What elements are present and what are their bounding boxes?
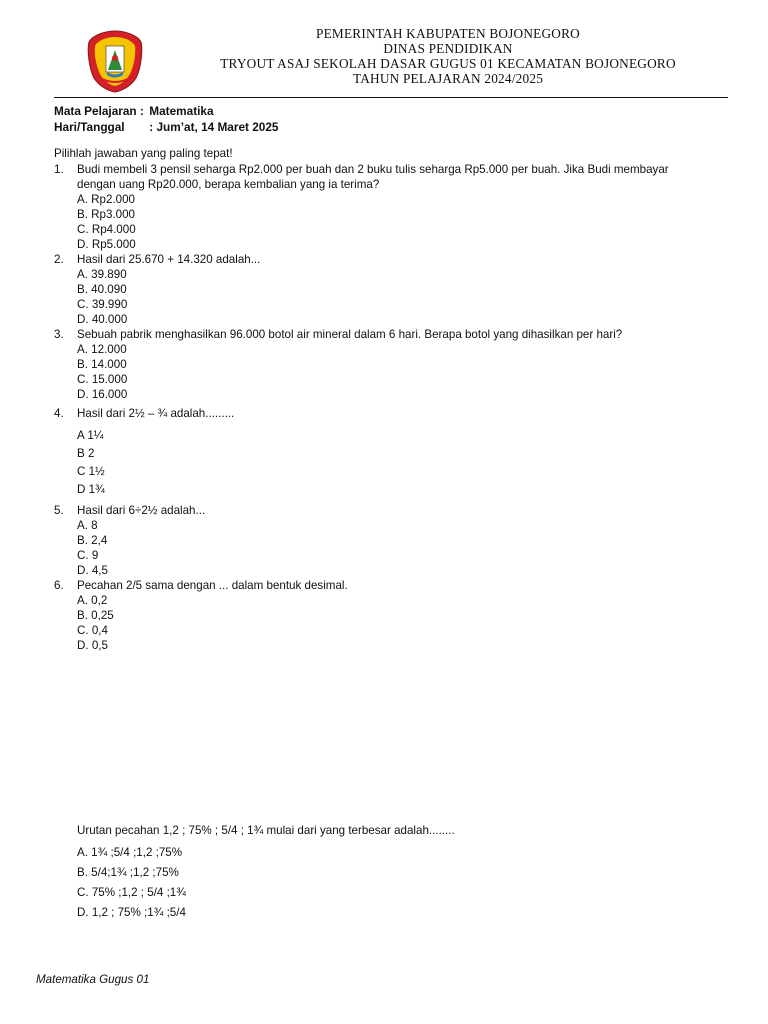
option-c: C. 75% ;1,2 ; 5/4 ;1¾ (77, 886, 186, 899)
subject-value: Matematika (149, 104, 214, 118)
question-text: Hasil dari 2½ – ¾ adalah......... (77, 407, 235, 420)
option-b: B. 0,25 (77, 609, 114, 622)
option-c: C. 39.990 (77, 298, 128, 311)
question-number: 1. (54, 163, 64, 176)
question-3 (54, 327, 744, 402)
question-text (77, 503, 744, 518)
option-b: B. 2,4 (77, 534, 108, 547)
question-line: dengan uang Rp20.000, berapa kembalian yang ia terima? (77, 178, 380, 191)
question-list (54, 146, 744, 653)
question-line: Sebuah pabrik menghasilkan 96.000 botol air mineral dalam 6 hari. Berapa botol yang dihasilkan per hari? (77, 328, 623, 341)
header-divider (54, 97, 728, 98)
question-text: Urutan pecahan 1,2 ; 75% ; 5/4 ; 1¾ mulai dari yang terbesar adalah........ (77, 824, 455, 837)
question-4 (54, 406, 744, 500)
option-b: B 2 (77, 447, 95, 460)
letterhead-text (148, 26, 748, 86)
option-d: D. Rp5.000 (77, 238, 136, 251)
option-c: C 1½ (77, 465, 105, 478)
question-number: 6. (54, 579, 64, 592)
question-fraction-order (77, 823, 455, 925)
option-c: C. 0,4 (77, 624, 108, 637)
page-footer: Matematika Gugus 01 (36, 973, 150, 986)
question-number: 5. (54, 504, 64, 517)
option-b: B. 14.000 (77, 358, 127, 371)
option-a: A 1¼ (77, 429, 104, 442)
question-6 (54, 578, 744, 653)
subject-row (54, 103, 278, 119)
header-line-1: PEMERINTAH KABUPATEN BOJONEGORO (316, 26, 580, 41)
question-2 (54, 252, 744, 327)
option-a: A. 1¾ ;5/4 ;1,2 ;75% (77, 846, 183, 859)
option-d: D. 16.000 (77, 388, 128, 401)
date-label: Hari/Tanggal (54, 120, 125, 134)
date-row (54, 119, 278, 135)
question-5 (54, 503, 744, 578)
question-line: Pecahan 2/5 sama dengan ... dalam bentuk desimal. (77, 579, 348, 592)
header-line-3: TRYOUT ASAJ SEKOLAH DASAR GUGUS 01 KECAMATAN BOJONEGORO (220, 56, 676, 71)
question-line: Hasil dari 6÷2½ adalah... (77, 504, 206, 517)
question-number: 4. (54, 407, 64, 420)
option-a: A. 0,2 (77, 594, 108, 607)
date-value: Jum’at, 14 Maret 2025 (156, 120, 279, 134)
option-d: D 1¾ (77, 483, 105, 496)
exam-meta (54, 103, 278, 135)
question-1 (54, 162, 744, 252)
option-c: C. Rp4.000 (77, 223, 136, 236)
letterhead (0, 26, 768, 96)
question-number: 3. (54, 328, 64, 341)
question-text (77, 252, 744, 267)
option-d: D. 0,5 (77, 639, 108, 652)
option-b: B. Rp3.000 (77, 208, 136, 221)
bojonegoro-emblem-logo (86, 28, 144, 94)
option-d: D. 4,5 (77, 564, 108, 577)
question-line: Hasil dari 25.670 + 14.320 adalah... (77, 253, 261, 266)
option-a: A. 8 (77, 519, 98, 532)
subject-label: Mata Pelajaran : (54, 104, 144, 118)
option-b: B. 40.090 (77, 283, 127, 296)
date-separator: : (149, 120, 154, 134)
option-a: A. Rp2.000 (77, 193, 136, 206)
question-number: 2. (54, 253, 64, 266)
option-a: A. 12.000 (77, 343, 127, 356)
option-b: B. 5/4;1¾ ;1,2 ;75% (77, 866, 179, 879)
question-text (77, 162, 744, 192)
question-line: Budi membeli 3 pensil seharga Rp2.000 per buah dan 2 buku tulis seharga Rp5.000 per buah. Jika Budi membayar (77, 163, 669, 176)
option-c: C. 15.000 (77, 373, 128, 386)
option-a: A. 39.890 (77, 268, 127, 281)
header-line-2: DINAS PENDIDIKAN (383, 41, 513, 56)
option-d: D. 1,2 ; 75% ;1¾ ;5/4 (77, 906, 186, 919)
option-c: C. 9 (77, 549, 99, 562)
option-d: D. 40.000 (77, 313, 128, 326)
header-line-4: TAHUN PELAJARAN 2024/2025 (352, 71, 544, 86)
instruction: Pilihlah jawaban yang paling tepat! (54, 147, 233, 160)
question-text (77, 578, 744, 593)
question-text (77, 327, 744, 342)
